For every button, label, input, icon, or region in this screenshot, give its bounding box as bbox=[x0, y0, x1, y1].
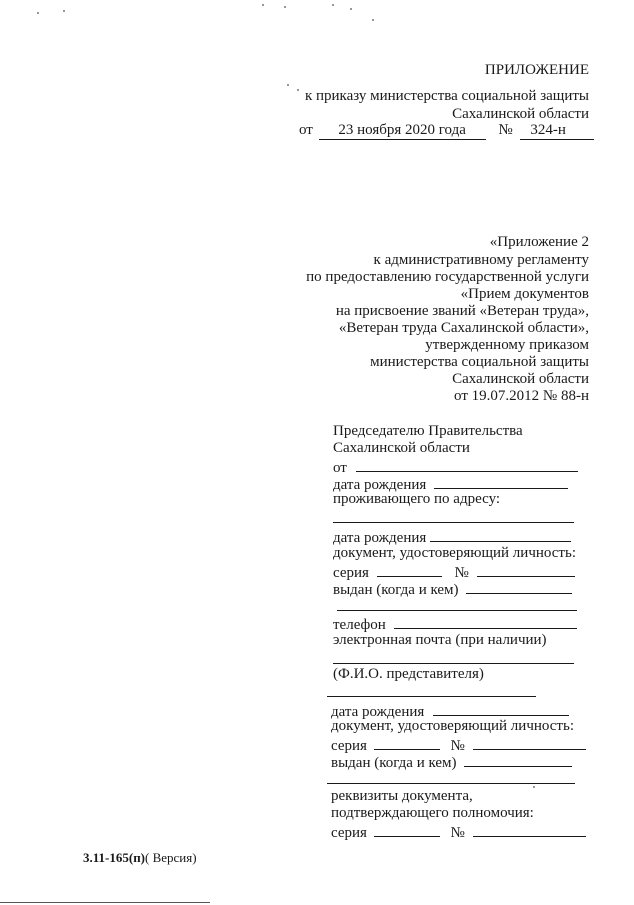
scan-speck bbox=[332, 4, 334, 6]
rep-number-sign: № bbox=[450, 738, 465, 754]
rep-issued-by-label: выдан (когда и кем) bbox=[331, 755, 457, 771]
rep-id-document-label: документ, удостоверяющий личность: bbox=[331, 718, 574, 734]
req-series-label: серия bbox=[331, 825, 367, 841]
phone-row bbox=[333, 614, 577, 634]
scan-speck bbox=[533, 786, 535, 788]
regulation-line-9: Сахалинской области bbox=[452, 371, 589, 387]
req-number-sign: № bbox=[450, 825, 465, 841]
rep-issued-by-row bbox=[331, 752, 572, 772]
order-date: 23 ноября 2020 года bbox=[319, 122, 486, 140]
scan-speck bbox=[350, 8, 352, 10]
series-field bbox=[377, 562, 442, 577]
representative-field bbox=[327, 696, 536, 697]
scan-speck bbox=[284, 6, 286, 8]
issued-by-field bbox=[466, 579, 572, 594]
birth-date-field bbox=[434, 474, 568, 489]
from-label: от bbox=[333, 460, 347, 476]
req-series-field bbox=[374, 822, 440, 837]
email-label: электронная почта (при наличии) bbox=[333, 632, 547, 648]
order-line-1: к приказу министерства социальной защиты bbox=[304, 88, 589, 104]
regulation-line-6: «Ветеран труда Сахалинской области», bbox=[338, 320, 589, 336]
rep-birth-date-field bbox=[433, 701, 569, 716]
residing-label: проживающего по адресу: bbox=[333, 491, 501, 507]
from-field bbox=[356, 457, 578, 472]
rep-series-label: серия bbox=[331, 738, 367, 754]
regulation-line-5: на присвоение званий «Ветеран труда», bbox=[335, 303, 589, 319]
issued-by-row bbox=[333, 579, 572, 599]
birth-date-row-2 bbox=[333, 527, 571, 547]
birth-date-label-2: дата рождения bbox=[333, 530, 427, 546]
address-field bbox=[333, 522, 574, 523]
series-label: серия bbox=[333, 565, 369, 581]
rep-series-field bbox=[374, 735, 440, 750]
regulation-line-4: «Прием документов bbox=[460, 286, 589, 302]
addressee-line-1: Председателю Правительства bbox=[333, 423, 523, 439]
addressee-line-2: Сахалинской области bbox=[333, 440, 470, 456]
rep-birth-date-label: дата рождения bbox=[331, 704, 425, 720]
scan-speck bbox=[297, 89, 299, 91]
issued-by-label: выдан (когда и кем) bbox=[333, 582, 459, 598]
rep-issued-by-field bbox=[464, 752, 572, 767]
scan-speck bbox=[63, 10, 65, 12]
regulation-line-2: к административному регламенту bbox=[373, 252, 589, 268]
regulation-line-1: «Приложение 2 bbox=[489, 234, 589, 250]
scan-speck bbox=[262, 4, 264, 6]
number-field bbox=[477, 562, 575, 577]
phone-field bbox=[394, 614, 577, 629]
rep-issued-by-field-2 bbox=[327, 783, 575, 784]
order-line-2: Сахалинской области bbox=[452, 106, 589, 122]
number-label: № bbox=[498, 122, 513, 138]
order-date-line bbox=[299, 122, 594, 140]
regulation-line-8: министерства социальной защиты bbox=[370, 354, 589, 370]
scan-speck bbox=[372, 19, 374, 21]
scan-speck bbox=[37, 12, 39, 14]
bottom-edge bbox=[0, 902, 210, 903]
regulation-line-3: по предоставлению государственной услуги bbox=[306, 269, 589, 285]
id-document-label: документ, удостоверяющий личность: bbox=[333, 545, 576, 561]
requisites-line-2: подтверждающего полномочия: bbox=[331, 805, 534, 821]
issued-by-field-2 bbox=[337, 610, 577, 611]
birth-date-label: дата рождения bbox=[333, 477, 427, 493]
appendix-title: ПРИЛОЖЕНИЕ bbox=[484, 62, 589, 78]
doc-version: ( Версия) bbox=[145, 850, 197, 865]
representative-label: (Ф.И.О. представителя) bbox=[333, 666, 484, 682]
requisites-line-1: реквизиты документа, bbox=[331, 788, 473, 804]
req-series-row bbox=[331, 822, 586, 842]
footer-code bbox=[83, 849, 197, 867]
number-sign: № bbox=[454, 565, 469, 581]
regulation-line-7: утвержденному приказом bbox=[425, 337, 589, 353]
doc-code: 3.11-165(п) bbox=[83, 850, 146, 865]
from-label: от bbox=[299, 122, 313, 138]
email-field bbox=[333, 663, 574, 664]
scan-speck bbox=[287, 84, 289, 86]
req-number-field bbox=[473, 822, 586, 837]
regulation-line-10: от 19.07.2012 № 88-н bbox=[454, 388, 589, 404]
birth-date-field-2 bbox=[430, 527, 571, 542]
phone-label: телефон bbox=[333, 617, 386, 633]
order-number: 324-н bbox=[520, 122, 594, 140]
rep-number-field bbox=[473, 735, 586, 750]
